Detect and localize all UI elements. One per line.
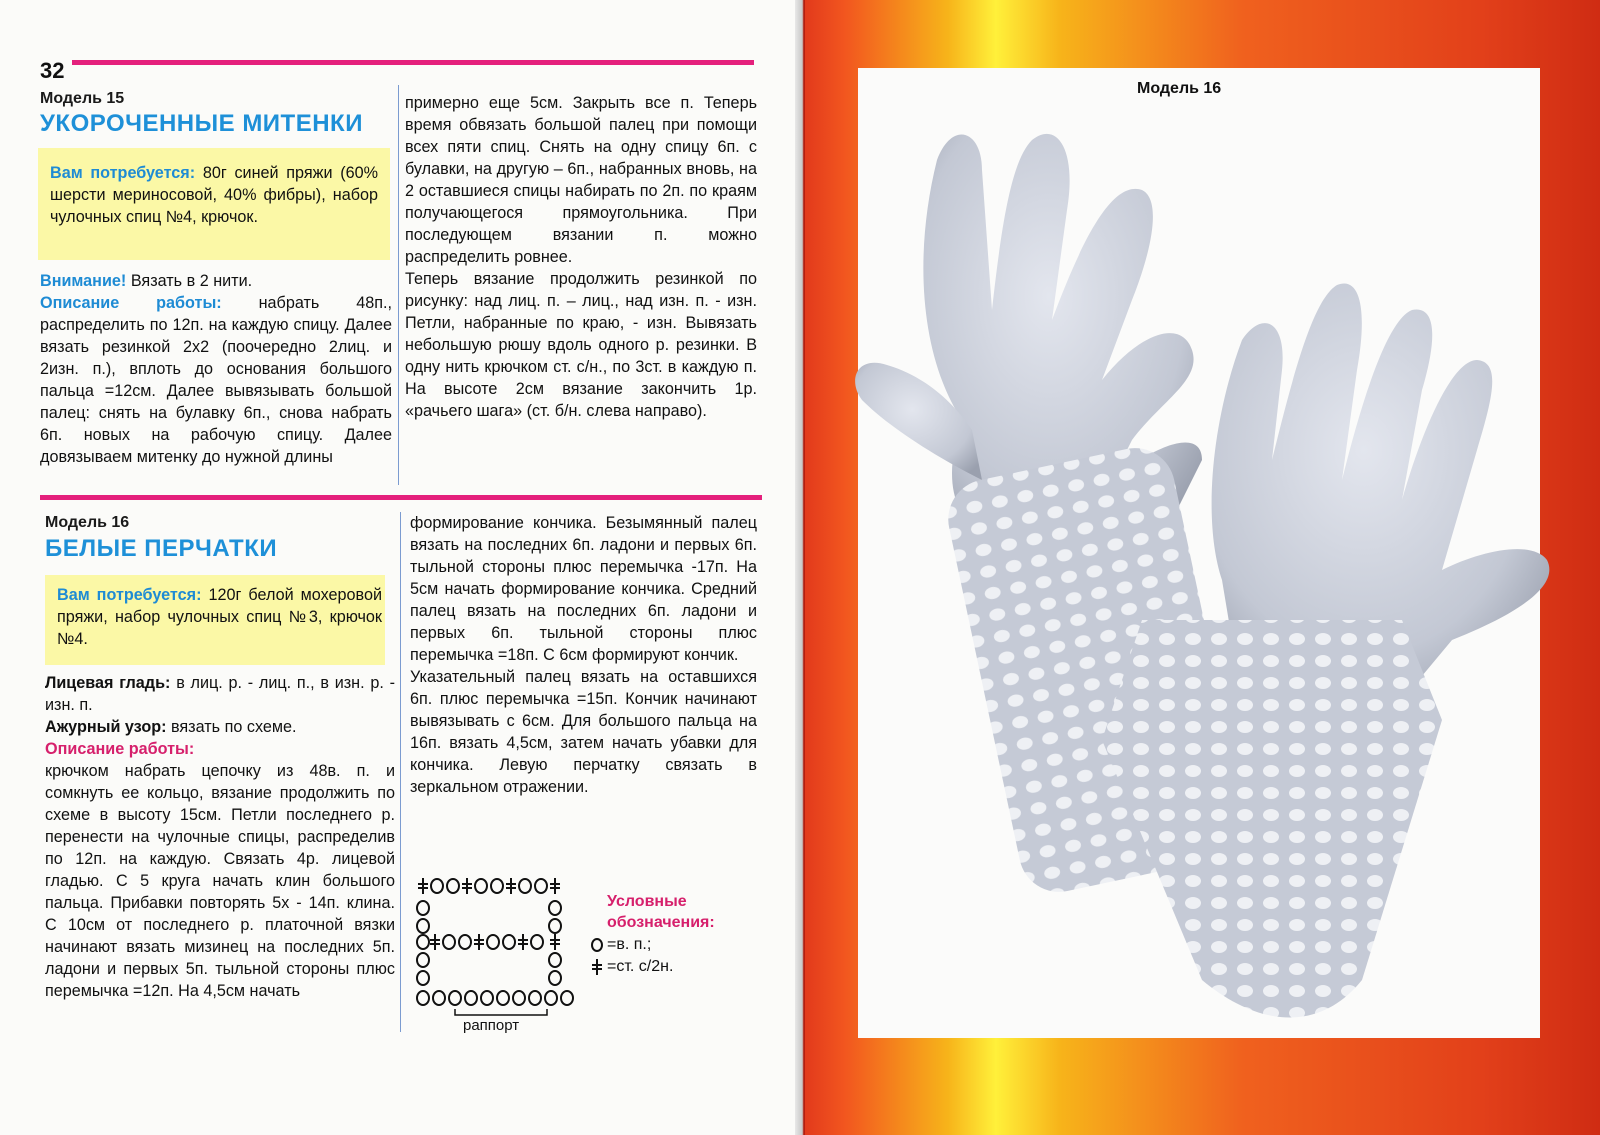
gloves-photo: [842, 100, 1572, 1030]
model16-col2: [410, 512, 757, 798]
column-divider: [398, 85, 399, 485]
model15-col2: [405, 92, 757, 422]
legend-item-ch: =в. п.;: [607, 936, 652, 953]
model15-title: УКОРОЧЕННЫЕ МИТЕНКИ: [40, 110, 363, 137]
model16-col2-p2: Указательный палец вязать на оставшихся 6п. плюс перемычка =15п. Кончик начинают вывязывать с 6см. Для большого пальца на 16п. вязать 4,5см, затем начать убавки для кончика. Левую перчатку связать в зеркальном отражении.: [410, 668, 757, 796]
model16-stitches: [45, 672, 395, 1002]
legend-item-dc: =ст. с/2н.: [607, 958, 674, 975]
model15-desc-lead: Описание работы:: [40, 294, 222, 312]
crochet-chart: [415, 872, 585, 1017]
model15-label: Модель 15: [40, 90, 125, 107]
section-rule: [40, 495, 762, 500]
model16-col2-p1: формирование кончика. Безымянный палец вязать на последних 6п. ладони и первых 6п. тыльной стороны плюс перемычка -17п. На 5см начать формирование кончика. Средний палец вязать на последних 6п. ладони и первых 6п. тыльной стороны плюс перемычка =18п. С 6см формируют кончик.: [410, 514, 757, 664]
model15-attention-lead: Внимание!: [40, 272, 127, 290]
chart-row-2: [430, 934, 560, 950]
legend-symbol-ch: [590, 937, 604, 953]
chart-column-right-2: [549, 953, 561, 985]
model15-desc-body: набрать 48п., распределить по 12п. на каждую спицу. Далее вязать резинкой 2х2 (поочередно 2лиц. и 2изн. п.), вплоть до основания большого пальца =12см. Далее вывязывать большой палец: снять на булавку 6п., снова набрать 6п. новых на рабочую спицу. Далее довязываем митенку до нужной длины: [40, 294, 392, 466]
model15-col2-p1: примерно еще 5см. Закрыть все п. Теперь время обвязать большой палец при помощи всех пяти спиц. Снять на одну спицу 6п. с булавки, на другую – 6п., набранных вновь, на 2 оставшиеся спицы набирать по 2п. по краям получающегося прямоугольника. При последующем вязании п. можно распределить ровнее.: [405, 94, 757, 266]
model16-stitch1: [45, 672, 395, 716]
model16-title: БЕЛЫЕ ПЕРЧАТКИ: [45, 535, 278, 562]
chart-column-left-2: [417, 935, 429, 985]
model16-stitch1-lead: Лицевая гладь:: [45, 674, 171, 692]
model15-description: [40, 292, 392, 468]
model16-stitch2-lead: Ажурный узор:: [45, 718, 167, 736]
chart-row-1: [418, 878, 560, 894]
rapport-label: раппорт: [463, 1017, 520, 1034]
model16-stitch2-body: вязать по схеме.: [171, 718, 297, 736]
model15-attention: [40, 270, 392, 292]
model15-attention-body: Вязать в 2 нити.: [130, 272, 253, 290]
model16-needs-body: 120г белой мохеровой пряжи, набор чулочных спиц №3, крючок №4.: [57, 586, 383, 648]
model16-stitch2: [45, 716, 395, 738]
model16-needs-lead: Вам потребуется:: [57, 586, 202, 604]
model16-stitch1-body: в лиц. р. - лиц. п., в изн. р. - изн. п.: [45, 674, 395, 714]
chart-column-left: [417, 901, 429, 933]
model15-needs-text: [50, 162, 378, 228]
photo-label: Модель 16: [1137, 80, 1222, 97]
legend-symbol-dc: [590, 958, 604, 976]
model16-label: Модель 16: [45, 514, 130, 531]
model15-col2-p2: Теперь вязание продолжить резинкой по рисунку: над лиц. п. – лиц., над изн. п. - изн. Петли, набранные по краю, - изн. Вывязать небольшую рюшу вдоль одного р. резинки. В одну нить крючком ст. с/н., по 3ст. в каждую п. На высоте 2см вязание закончить 1р. «рачьего шага» (ст. б/н. слева направо).: [405, 270, 757, 420]
model16-desc-lead: Описание работы:: [45, 740, 195, 758]
rapport-bracket: [455, 1009, 547, 1015]
column-divider-2: [400, 512, 401, 1032]
model16-needs-text: [57, 584, 382, 650]
legend-title: Условные обозначения:: [607, 893, 715, 931]
page-number: 32: [40, 58, 65, 83]
chart-base-row: [417, 991, 573, 1005]
model15-needs-lead: Вам потребуется:: [50, 164, 196, 182]
model16-desc-body: крючком набрать цепочку из 48в. п. и сомкнуть ее кольцо, вязание продолжить по схеме в высоту 15см. Петли последнего р. перенести на чулочные спицы, распределив по 12п. на каждую. Связать 4р. лицевой гладью. С 5 круга начать клин большого пальца. Прибавки повторять 5х - 14п. клина. С 10см от последнего р. платочной вязки начинают вязать мизинец на последних 5п. ладони и первых 5п. тыльной стороны плюс перемычка =12п. На 4,5см начать: [45, 762, 395, 1000]
chart-column-right: [549, 901, 561, 933]
model15-needs-body: 80г синей пряжи (60% шерсти мериносовой, 40% фибры), набор чулочных спиц №4, крючок.: [50, 164, 378, 226]
header-rule: [72, 60, 754, 65]
